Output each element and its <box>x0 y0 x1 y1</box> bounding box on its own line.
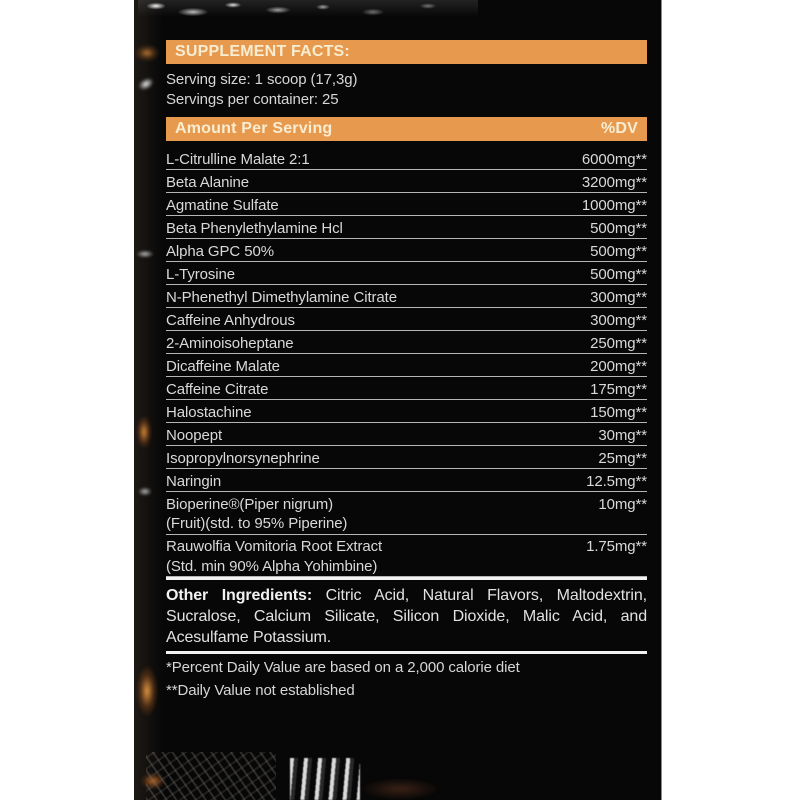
ingredient-row <box>166 377 647 400</box>
ingredient-row <box>166 423 647 446</box>
ingredient-name: L-Tyrosine <box>166 265 236 283</box>
other-ingredients-text: Citric Acid, Natural Flavors, Maltodextrin, Sucralose, Calcium Silicate, Silicon Dioxide, Malic Acid, and Acesulfame Potassium. <box>166 587 647 646</box>
ingredient-amount: 10mg** <box>598 495 647 513</box>
ingredient-name: Noopept <box>166 426 223 444</box>
other-ingredients-label: Other Ingredients: <box>166 587 313 604</box>
ingredient-name: L-Citrulline Malate 2:1 <box>166 150 310 168</box>
ingredient-name: Naringin <box>166 472 222 490</box>
ingredient-row <box>166 239 647 262</box>
ingredient-name: Halostachine <box>166 403 252 421</box>
serving-size-text: Serving size: 1 scoop (17,3g) <box>166 71 358 88</box>
ingredient-name: Caffeine Citrate <box>166 380 269 398</box>
ingredient-amount: 25mg** <box>598 449 647 467</box>
ingredient-row <box>166 147 647 170</box>
footnote-percent-dv: *Percent Daily Value are based on a 2,000 calorie diet <box>166 659 520 676</box>
ingredient-amount: 12.5mg** <box>586 472 647 490</box>
supplement-facts-title: SUPPLEMENT FACTS: <box>175 43 350 60</box>
ingredient-row <box>166 331 647 354</box>
highlight-texture <box>138 487 152 496</box>
ingredient-table <box>166 147 647 577</box>
ingredient-amount: 500mg** <box>590 219 647 237</box>
ingredient-row <box>166 354 647 377</box>
ingredient-amount: 3200mg** <box>581 173 647 191</box>
ingredient-amount: 500mg** <box>590 242 647 260</box>
highlight-texture <box>136 250 154 258</box>
ingredient-row <box>166 285 647 308</box>
supplement-label-panel <box>134 0 662 800</box>
ingredient-name: 2-Aminoisoheptane <box>166 334 294 352</box>
amount-per-serving-header: Amount Per Serving <box>175 120 333 137</box>
ingredient-name: Dicaffeine Malate <box>166 357 280 375</box>
ingredient-name: Alpha GPC 50% <box>166 242 274 260</box>
ingredient-amount: 500mg** <box>590 265 647 283</box>
ingredient-row <box>166 446 647 469</box>
ingredient-amount: 30mg** <box>598 426 647 444</box>
ingredient-row <box>166 535 647 578</box>
ingredient-row <box>166 216 647 239</box>
supplement-facts-header-bar <box>166 40 647 64</box>
ingredient-name: Bioperine®(Piper nigrum) (Fruit)(std. to 95% Piperine) <box>166 495 348 532</box>
flame-texture <box>136 665 158 717</box>
ingredient-row <box>166 170 647 193</box>
ingredient-row <box>166 262 647 285</box>
ingredient-amount: 200mg** <box>590 357 647 375</box>
ingredient-name: Isopropylnorsynephrine <box>166 449 320 467</box>
ingredient-amount: 1.75mg** <box>586 538 647 555</box>
footnote-dv-not-established: **Daily Value not established <box>166 682 355 699</box>
ingredient-amount: 175mg** <box>590 380 647 398</box>
percent-dv-header: %DV <box>600 120 638 137</box>
other-ingredients-paragraph <box>166 585 647 648</box>
label-content <box>166 0 647 800</box>
ingredient-amount: 250mg** <box>590 334 647 352</box>
section-divider <box>166 577 647 580</box>
ingredient-row <box>166 492 647 535</box>
ingredient-amount: 300mg** <box>590 288 647 306</box>
ingredient-name: Beta Alanine <box>166 173 250 191</box>
ingredient-name: Caffeine Anhydrous <box>166 311 295 329</box>
ingredient-name: N-Phenethyl Dimethylamine Citrate <box>166 288 397 306</box>
ingredient-row <box>166 400 647 423</box>
ingredient-amount: 300mg** <box>590 311 647 329</box>
ingredient-name: Agmatine Sulfate <box>166 196 279 214</box>
ingredient-name: Beta Phenylethylamine Hcl <box>166 219 343 237</box>
ingredient-row <box>166 193 647 216</box>
flame-texture <box>134 44 160 62</box>
ingredient-name: Rauwolfia Vomitoria Root Extract (Std. min 90% Alpha Yohimbine) <box>166 538 383 575</box>
ingredient-amount: 1000mg** <box>581 196 647 214</box>
ingredient-amount: 6000mg** <box>581 150 647 168</box>
ingredient-row <box>166 469 647 492</box>
section-divider <box>166 651 647 654</box>
table-header-bar <box>166 117 647 141</box>
flame-texture <box>136 415 152 449</box>
ingredient-row <box>166 308 647 331</box>
ingredient-amount: 150mg** <box>590 403 647 421</box>
servings-per-container-text: Servings per container: 25 <box>166 91 339 108</box>
